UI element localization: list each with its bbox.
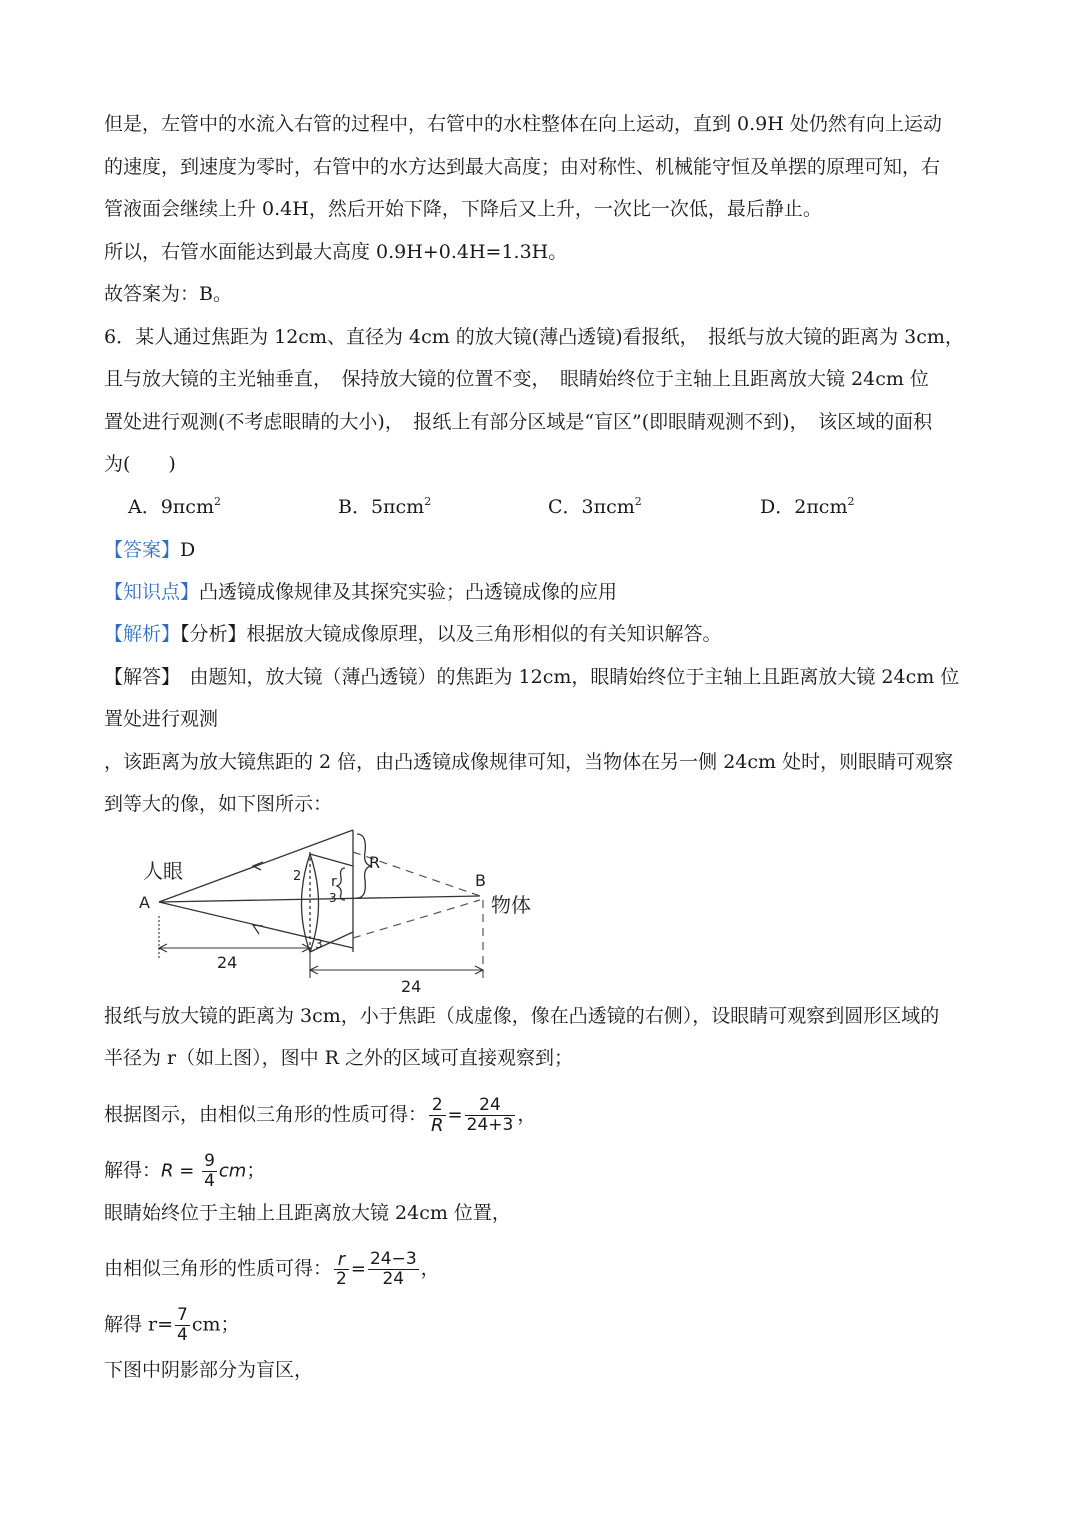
paragraph-line: 的速度，到速度为零时，右管中的水方达到最大高度；由对称性、机械能守恒及单摆的原理可知，右 [104, 156, 941, 178]
option-c [548, 494, 642, 520]
analysis-tag: 【解析】 [104, 623, 181, 645]
equals-sign: = [447, 1104, 463, 1126]
knowledge-value: 凸透镜成像规律及其探究实验；凸透镜成像的应用 [199, 581, 618, 603]
ray-upper-inner [310, 854, 353, 866]
solution-line [104, 664, 959, 690]
big-r-label: R [369, 853, 381, 872]
answer-line [104, 537, 195, 563]
point-a-label: A [139, 893, 150, 912]
point-b-label: B [475, 871, 486, 890]
option-b-text: B．5πcm [338, 496, 425, 518]
question-line: 6．某人通过焦距为 12cm、直径为 4cm 的放大镜(薄凸透镜)看报纸， 报纸与放大镜的距离为 3cm， [104, 326, 964, 348]
option-a-text: A．9πcm [128, 496, 214, 518]
solution-text: 由题知，放大镜（薄凸透镜）的焦距为 12cm，眼睛始终位于主轴上且距离放大镜 24cm 位 [170, 666, 960, 688]
fraction [202, 1152, 217, 1191]
analysis-value: 【分析】根据放大镜成像原理，以及三角形相似的有关知识解答。 [180, 623, 722, 645]
equation-intro: 解得 r= [104, 1313, 174, 1336]
solution-tag: 【解答】 [104, 666, 171, 688]
option-c-text: C．3πcm [548, 496, 635, 518]
equation-line-4 [104, 1306, 240, 1345]
distance-right-label: 24 [401, 977, 422, 996]
unit: cm [218, 1160, 247, 1182]
fraction [465, 1096, 516, 1135]
solution-line: 半径为 r（如上图），图中 R 之外的区域可直接观察到； [104, 1047, 574, 1069]
knowledge-tag: 【知识点】 [104, 581, 200, 603]
numerator: 9 [204, 1151, 215, 1171]
denominator: 4 [177, 1325, 188, 1345]
paragraph-line: 但是，左管中的水流入右管的过程中，右管中的水柱整体在向上运动，直到 0.9H 处仍然有向上运动 [104, 113, 942, 135]
distance-left-label: 24 [217, 953, 238, 972]
numerator: 24−3 [369, 1249, 417, 1269]
question-line: 且与放大镜的主光轴垂直， 保持放大镜的位置不变， 眼睛始终位于主轴上且距离放大镜 24cm 位 [104, 368, 929, 390]
numerator: r [334, 1250, 349, 1270]
question-line: 为( ) [104, 453, 176, 475]
object-label: 物体 [491, 893, 531, 917]
denominator: 2 [336, 1269, 347, 1289]
ray-arrow-upper [253, 862, 263, 870]
equation-intro: 根据图示，由相似三角形的性质可得： [104, 1103, 428, 1126]
option-b-sup: 2 [424, 495, 432, 508]
solution-line: 置处进行观测 [104, 708, 219, 730]
num-2-label: 2 [293, 869, 302, 884]
fraction [175, 1306, 190, 1345]
solution-line: 眼睛始终位于主轴上且距离放大镜 24cm 位置， [104, 1202, 511, 1224]
equation-tail: ， [517, 1103, 537, 1126]
option-c-sup: 2 [634, 495, 642, 508]
equation-line-2 [104, 1152, 265, 1191]
option-a-sup: 2 [213, 495, 221, 508]
solution-line: 下图中阴影部分为盲区， [104, 1359, 314, 1381]
equation-tail: ， [420, 1257, 440, 1280]
answer-value: D [180, 539, 196, 561]
unit: cm； [191, 1313, 240, 1336]
option-b [338, 494, 431, 520]
knowledge-line [104, 579, 617, 605]
numerator: 7 [177, 1305, 188, 1325]
variable-r: R [161, 1160, 174, 1182]
num-3-label-lower: 3 [315, 937, 323, 951]
brace-r [337, 868, 345, 900]
solution-line: ，该距离为放大镜焦距的 2 倍，由凸透镜成像规律可知，当物体在另一侧 24cm 处时，则眼睛可观察 [104, 751, 954, 773]
equation-line-1 [104, 1096, 536, 1135]
analysis-line [104, 621, 722, 647]
num-3-label: 3 [329, 891, 337, 905]
equals-sign: = [350, 1258, 366, 1280]
paragraph-line: 管液面会继续上升 0.4H，然后开始下降，下降后又上升，一次比一次低，最后静止。 [104, 198, 822, 220]
question-line: 置处进行观测(不考虑眼睛的大小)， 报纸上有部分区域是“盲区”(即眼睛观测不到)， 该区域的面积 [104, 411, 933, 433]
equals-sign: = [173, 1160, 201, 1182]
equation-line-3 [104, 1250, 440, 1289]
numerator: 24 [465, 1096, 516, 1116]
equation-intro: 解得： [104, 1159, 162, 1182]
paragraph-line: 所以，右管水面能达到最大高度 0.9H+0.4H=1.3H。 [104, 241, 568, 263]
answer-tag: 【答案】 [104, 539, 181, 561]
fraction [334, 1250, 349, 1289]
denominator: 24+3 [466, 1115, 514, 1135]
equation-tail: ； [246, 1159, 266, 1182]
lens-ray-diagram [135, 822, 555, 997]
option-d-sup: 2 [847, 495, 855, 508]
option-a [128, 494, 221, 520]
denominator: 24 [382, 1269, 405, 1289]
dashed-ray-lower [353, 900, 480, 938]
equation-intro: 由相似三角形的性质可得： [104, 1257, 333, 1280]
fraction [368, 1250, 419, 1289]
solution-line: 到等大的像，如下图所示： [104, 793, 333, 815]
paragraph-line: 故答案为：B。 [104, 283, 232, 305]
denominator: R [431, 1115, 444, 1136]
option-d-text: D．2πcm [760, 496, 848, 518]
option-d [760, 494, 854, 520]
solution-line: 报纸与放大镜的距离为 3cm，小于焦距（成虚像，像在凸透镜的右侧），设眼睛可观察到圆形区域的 [104, 1005, 940, 1027]
denominator: 4 [204, 1171, 215, 1191]
numerator: 2 [429, 1096, 446, 1116]
small-r-label: r [331, 874, 337, 890]
ray-upper [159, 830, 353, 902]
eye-label: 人眼 [143, 859, 183, 883]
ray-arrow-lower [253, 925, 263, 934]
fraction [429, 1096, 446, 1135]
principal-axis [159, 896, 480, 902]
